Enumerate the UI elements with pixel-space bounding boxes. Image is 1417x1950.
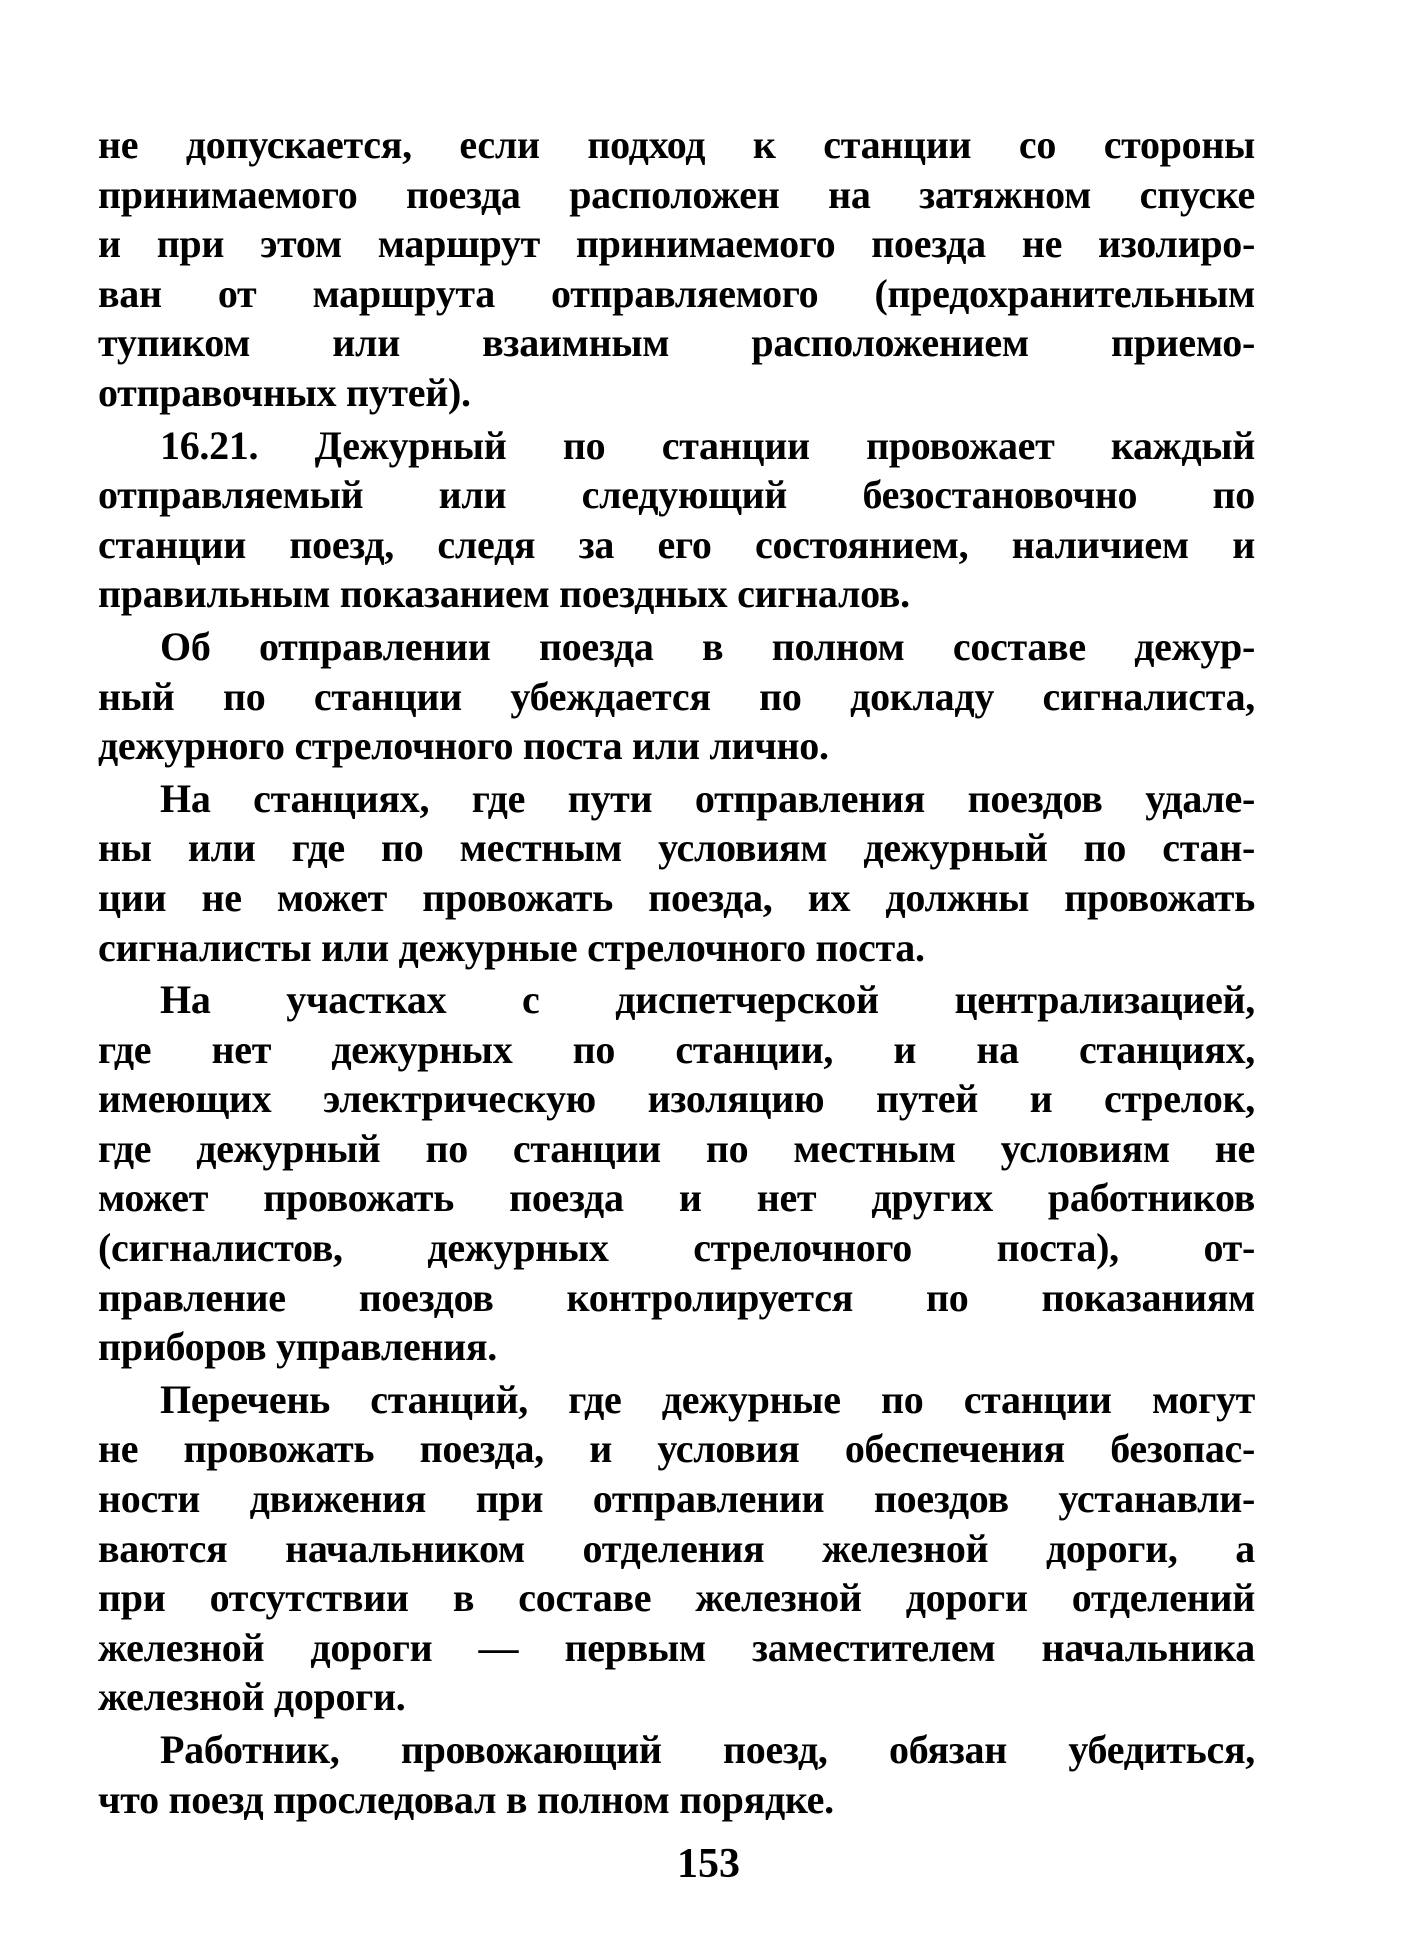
page-body <box>98 120 1255 1827</box>
text-line <box>98 1424 1255 1474</box>
line-text: не допускается, если подход к станции со стороны <box>98 122 1255 167</box>
line-text: имеющих электрическую изоляцию путей и стрелок, <box>98 1076 1255 1122</box>
line-text: может провожать поезда и нет других работников <box>98 1175 1255 1221</box>
paragraph <box>98 975 1255 1372</box>
text-line <box>98 1623 1255 1673</box>
line-text: (сигналистов, дежурных стрелочного поста), от- <box>98 1225 1255 1271</box>
paragraph <box>98 120 1255 418</box>
text-line <box>98 520 1255 570</box>
paragraph <box>98 1725 1255 1824</box>
line-text: правильным показанием поездных сигналов. <box>98 571 910 617</box>
text-line <box>98 120 1255 170</box>
line-text: не провожать поезда, и условия обеспечения безопас- <box>98 1426 1255 1472</box>
text-line <box>98 269 1255 319</box>
line-text: ваются начальником отделения железной дороги, а <box>98 1525 1255 1571</box>
paragraph <box>98 774 1255 972</box>
line-text: правление поездов контролируется по показаниям <box>98 1274 1255 1320</box>
text-line <box>98 1322 1255 1372</box>
line-text: где нет дежурных по станции, и на станциях, <box>98 1026 1255 1072</box>
line-text: ности движения при отправлении поездов устанавли- <box>98 1476 1255 1522</box>
text-line <box>98 721 1255 771</box>
line-text: где дежурный по станции по местным условиям не <box>98 1125 1255 1171</box>
text-line <box>98 318 1255 368</box>
text-line <box>98 170 1255 220</box>
line-text: тупиком или взаимным расположением приемо- <box>98 320 1255 366</box>
text-line <box>98 1672 1255 1722</box>
line-text: ван от маршрута отправляемого (предохранительным <box>98 270 1255 316</box>
section-number: 16.21. <box>160 422 259 468</box>
text-line <box>98 368 1255 418</box>
text-line <box>98 672 1255 722</box>
line-text: что поезд проследовал в полном порядке. <box>98 1776 834 1822</box>
line-text: На станциях, где пути отправления поездов удале- <box>160 775 1255 821</box>
text-line <box>98 1273 1255 1323</box>
line-text: отправляемый или следующий безостановочно по <box>98 472 1255 518</box>
text-line <box>98 1074 1255 1124</box>
text-line <box>98 622 1255 672</box>
text-line <box>98 1775 1255 1825</box>
text-line <box>98 1474 1255 1524</box>
line-text: Об отправлении поезда в полном составе дежур- <box>160 623 1255 669</box>
line-text: ный по станции убеждается по докладу сигналиста, <box>98 673 1255 719</box>
text-line <box>98 1375 1255 1425</box>
text-line <box>98 1124 1255 1174</box>
paragraph <box>98 622 1255 771</box>
line-text: и при этом маршрут принимаемого поезда не изолиро- <box>98 221 1255 267</box>
line-text: ции не может провожать поезда, их должны провожать <box>98 874 1255 920</box>
text-line <box>98 873 1255 923</box>
text-line <box>98 774 1255 824</box>
line-text: отправочных путей). <box>98 369 471 415</box>
text-line <box>98 923 1255 973</box>
line-text: На участках с диспетчерской централизацией, <box>160 977 1255 1023</box>
line-text: при отсутствии в составе железной дороги отделений <box>98 1575 1255 1621</box>
text-line <box>98 219 1255 269</box>
text-line <box>98 823 1255 873</box>
text-line <box>98 975 1255 1025</box>
text-line <box>98 569 1255 619</box>
line-text: приборов управления. <box>98 1324 497 1370</box>
line-text: Перечень станций, где дежурные по станции могут <box>160 1376 1255 1422</box>
text-line <box>98 1173 1255 1223</box>
line-text: принимаемого поезда расположен на затяжном спуске <box>98 171 1255 217</box>
line-text: Дежурный по станции провожает каждый <box>258 422 1255 468</box>
paragraph <box>98 1375 1255 1722</box>
text-line <box>98 1025 1255 1075</box>
line-text: дежурного стрелочного поста или лично. <box>98 723 829 769</box>
line-text: железной дороги. <box>98 1674 406 1720</box>
line-text: сигналисты или дежурные стрелочного поста. <box>98 924 925 970</box>
text-line <box>98 1524 1255 1574</box>
paragraph <box>98 421 1255 619</box>
page-number: 153 <box>677 1841 740 1887</box>
text-line <box>98 421 1255 471</box>
text-line <box>98 1725 1255 1775</box>
text-line <box>98 1223 1255 1273</box>
line-text: ны или где по местным условиям дежурный по стан- <box>98 825 1255 871</box>
text-line <box>98 1573 1255 1623</box>
line-text: Работник, провожающий поезд, обязан убедиться, <box>160 1727 1255 1772</box>
text-line <box>98 470 1255 520</box>
line-text: станции поезд, следя за его состоянием, наличием и <box>98 521 1255 567</box>
line-text: железной дороги — первым заместителем начальника <box>98 1624 1255 1670</box>
